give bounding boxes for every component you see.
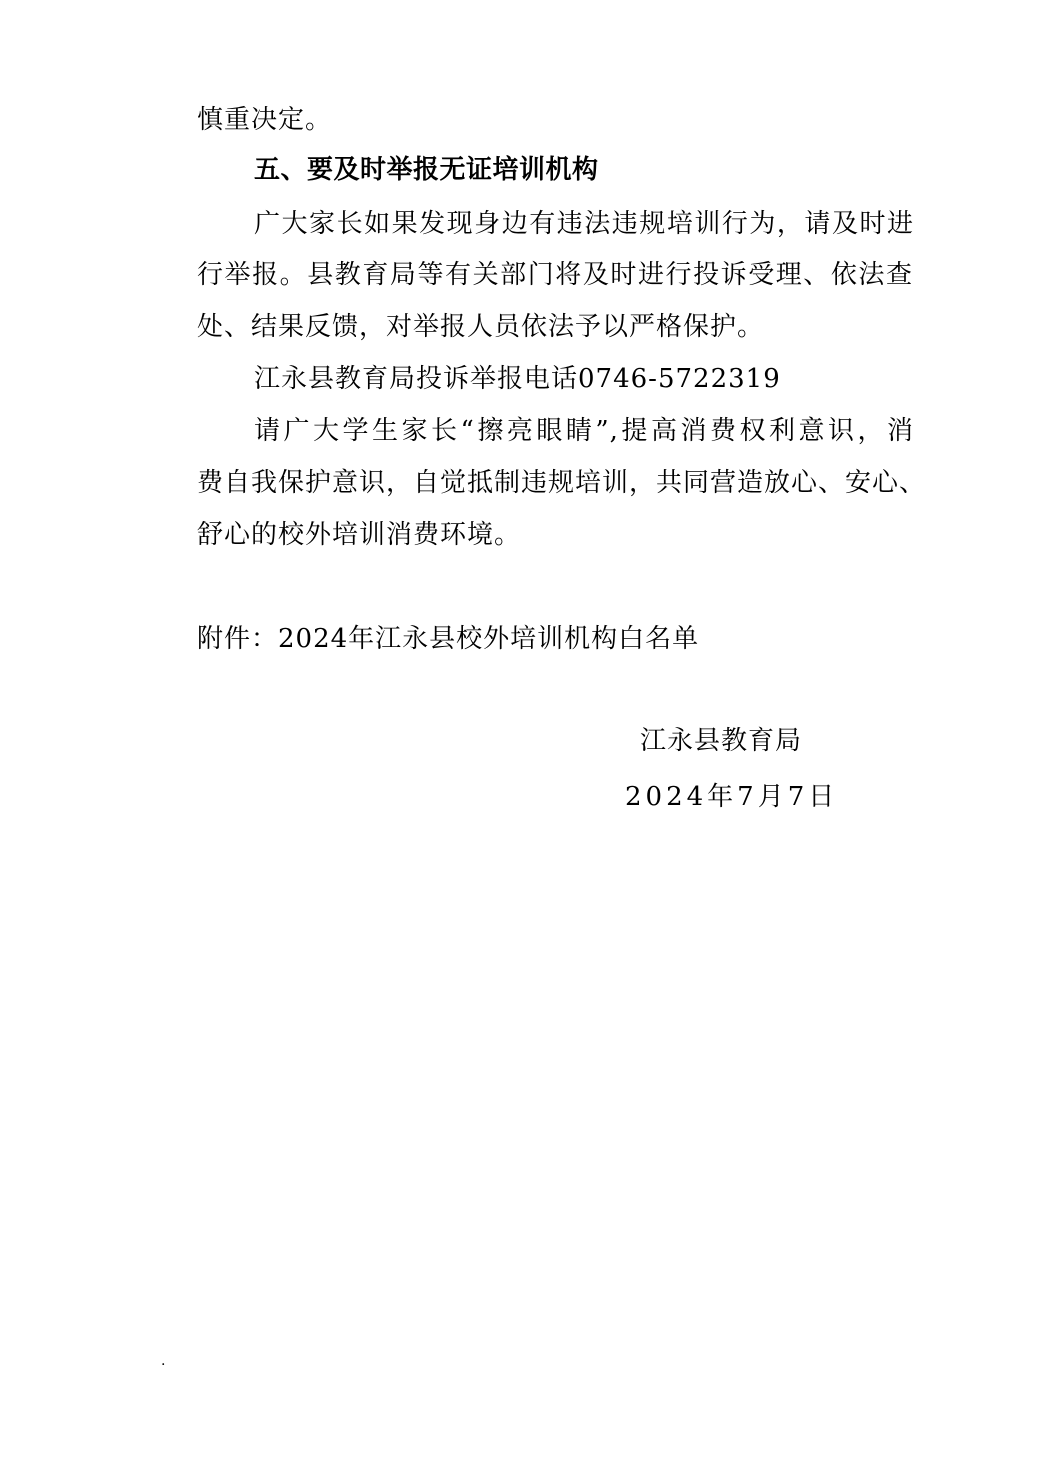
footer-mark: . (161, 1353, 166, 1369)
hotline-line: 江永县教育局投诉举报电话0746-5722319 (254, 364, 781, 394)
signature-date: 2024年7月7日 (625, 782, 839, 812)
paragraph-line: 费自我保护意识，自觉抵制违规培训，共同营造放心、安心、 (197, 468, 927, 498)
attachment-line: 附件：2024年江永县校外培训机构白名单 (197, 624, 700, 654)
paragraph-continuation-line: 慎重决定。 (197, 105, 333, 135)
paragraph-line: 广大家长如果发现身边有违法违规培训行为，请及时进 (254, 209, 914, 239)
paragraph-line: 行举报。县教育局等有关部门将及时进行投诉受理、依法查 (197, 260, 913, 290)
paragraph-line: 处、结果反馈，对举报人员依法予以严格保护。 (197, 312, 765, 342)
signature-org: 江永县教育局 (640, 726, 803, 756)
paragraph-line: 请广大学生家长“擦亮眼睛”,提高消费权利意识，消 (254, 416, 914, 446)
section-heading: 五、要及时举报无证培训机构 (254, 155, 599, 185)
paragraph-line: 舒心的校外培训消费环境。 (197, 520, 522, 550)
